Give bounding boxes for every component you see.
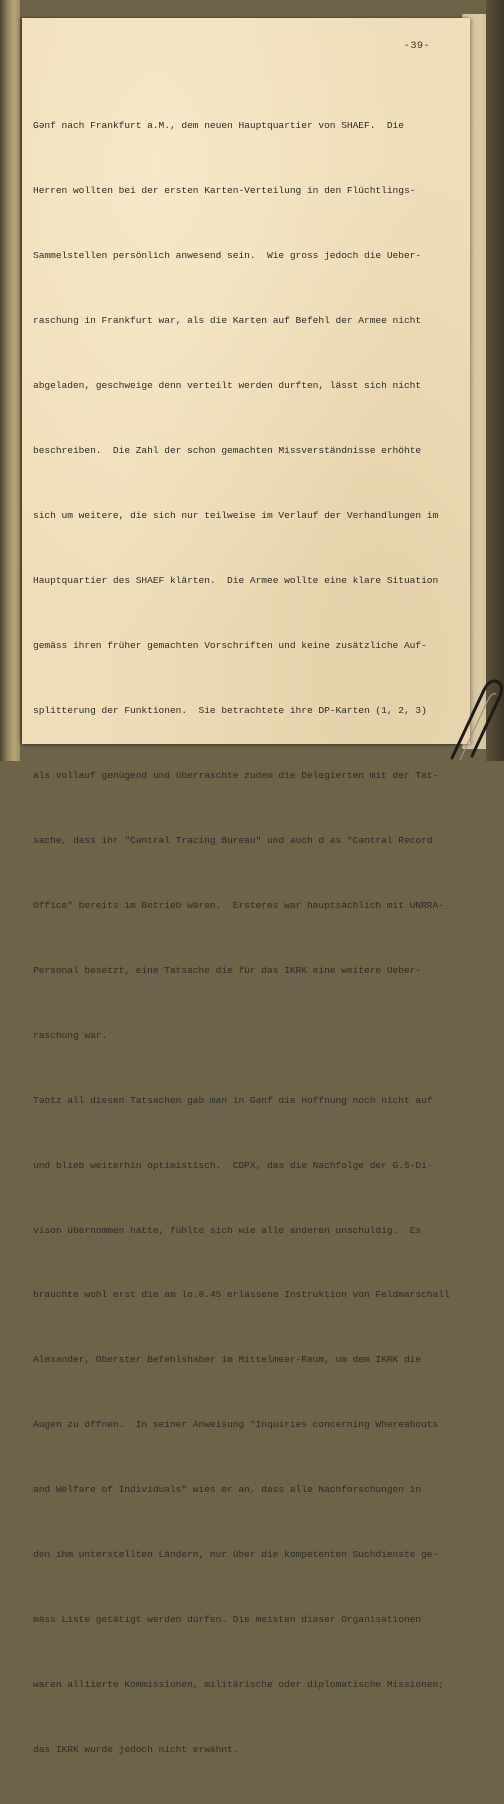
- body-text: [33, 72, 457, 1804]
- text-line: sache, dass ihr "Cəntral Tracing Bureau" und auch d as "Cəntral Record: [33, 834, 433, 846]
- text-line: Gənf nach Frankfurt a.M., dem neuen Hauptquartier von SHAEF. Die: [33, 120, 404, 132]
- text-line: Office" bereits im Betrieb wären. Ersteres war hauptsächlich mit UNRRA-: [33, 899, 444, 911]
- text-line: den ihm unterstellten Ländern, nur über die kompetenten Suchdienste ge-: [33, 1549, 439, 1561]
- typewritten-page: [22, 18, 470, 1756]
- text-line: Augen zu öffnen. In seiner Anweisung "Inquiries concerning Whereabouts: [33, 1419, 439, 1431]
- text-line: abgeladen, geschweige denn verteilt werden durften, lässt sich nicht: [33, 380, 422, 392]
- text-line: and Welfare of Individuals" wies er an, dass alle Nachforschungen in: [33, 1484, 422, 1496]
- text-line: als vollauf genügend und überraschte zudem die Delegierten mit der Tat-: [33, 769, 439, 781]
- text-line: Təotz all diesen Tatsachen gab man in Gənf die Hoffnung noch nicht auf: [33, 1094, 433, 1106]
- text-line: splitterung der Funktionen. Sie betrachtete ihre DP-Karten (1, 2, 3): [33, 704, 427, 716]
- page-number: -39-: [403, 40, 430, 52]
- text-line: Personal besetzt, eine Tatsache die für das IKRK eine weitere Ueber-: [33, 964, 422, 976]
- text-line: Herren wollten bei der ersten Karten-Verteilung in den Flüchtlings-: [33, 185, 416, 197]
- book-binding: [0, 0, 20, 761]
- book-edge: [486, 0, 504, 761]
- text-line: waren alliierte Kommissionen, militärische oder diplomatische Missionen;: [33, 1679, 444, 1691]
- text-line: sich um weitere, die sich nur teilweise im Verlauf der Verhandlungen im: [33, 510, 439, 522]
- text-line: gemäss ihren früher gemachten Vorschriften und keine zusätzliche Auf-: [33, 639, 427, 651]
- text-line: Alexander, Oberster Befehlshaber im Mittelmeer-Raum, um dem IKRK die: [33, 1354, 422, 1366]
- text-line: beschreiben. Die Zahl der schon gemachten Missverständnisse erhöhte: [33, 445, 422, 457]
- text-line: Hauptquartier des SHAEF klärten. Die Armee wollte eine klare Situation: [33, 574, 439, 586]
- text-line: das IKRK wurde jedoch nicht erwähnt.: [33, 1744, 239, 1756]
- text-line: raschung in Frankfurt war, als die Karten auf Befehl der Armee nicht: [33, 315, 422, 327]
- text-line: Sammelstellen persönlich anwesend sein. Wie gross jedoch die Ueber-: [33, 250, 422, 262]
- text-line: vison übernommen hatte, fühlte sich wie alle anderen unschuldig. Es: [33, 1224, 422, 1236]
- text-line: brauchte wohl erst die am lo.8.45 erlassene Instruktion von Feldmarschall: [33, 1289, 450, 1301]
- text-line: und blieb weiterhin optimistisch. CDPX, das die Nachfolge der G.5-Di-: [33, 1159, 433, 1171]
- paper-clip-icon: [444, 672, 504, 761]
- text-line: mäss Liste getätigt werden dürfen. Die meisten diəser Organisationen: [33, 1614, 422, 1626]
- text-line: raschung war.: [33, 1029, 108, 1041]
